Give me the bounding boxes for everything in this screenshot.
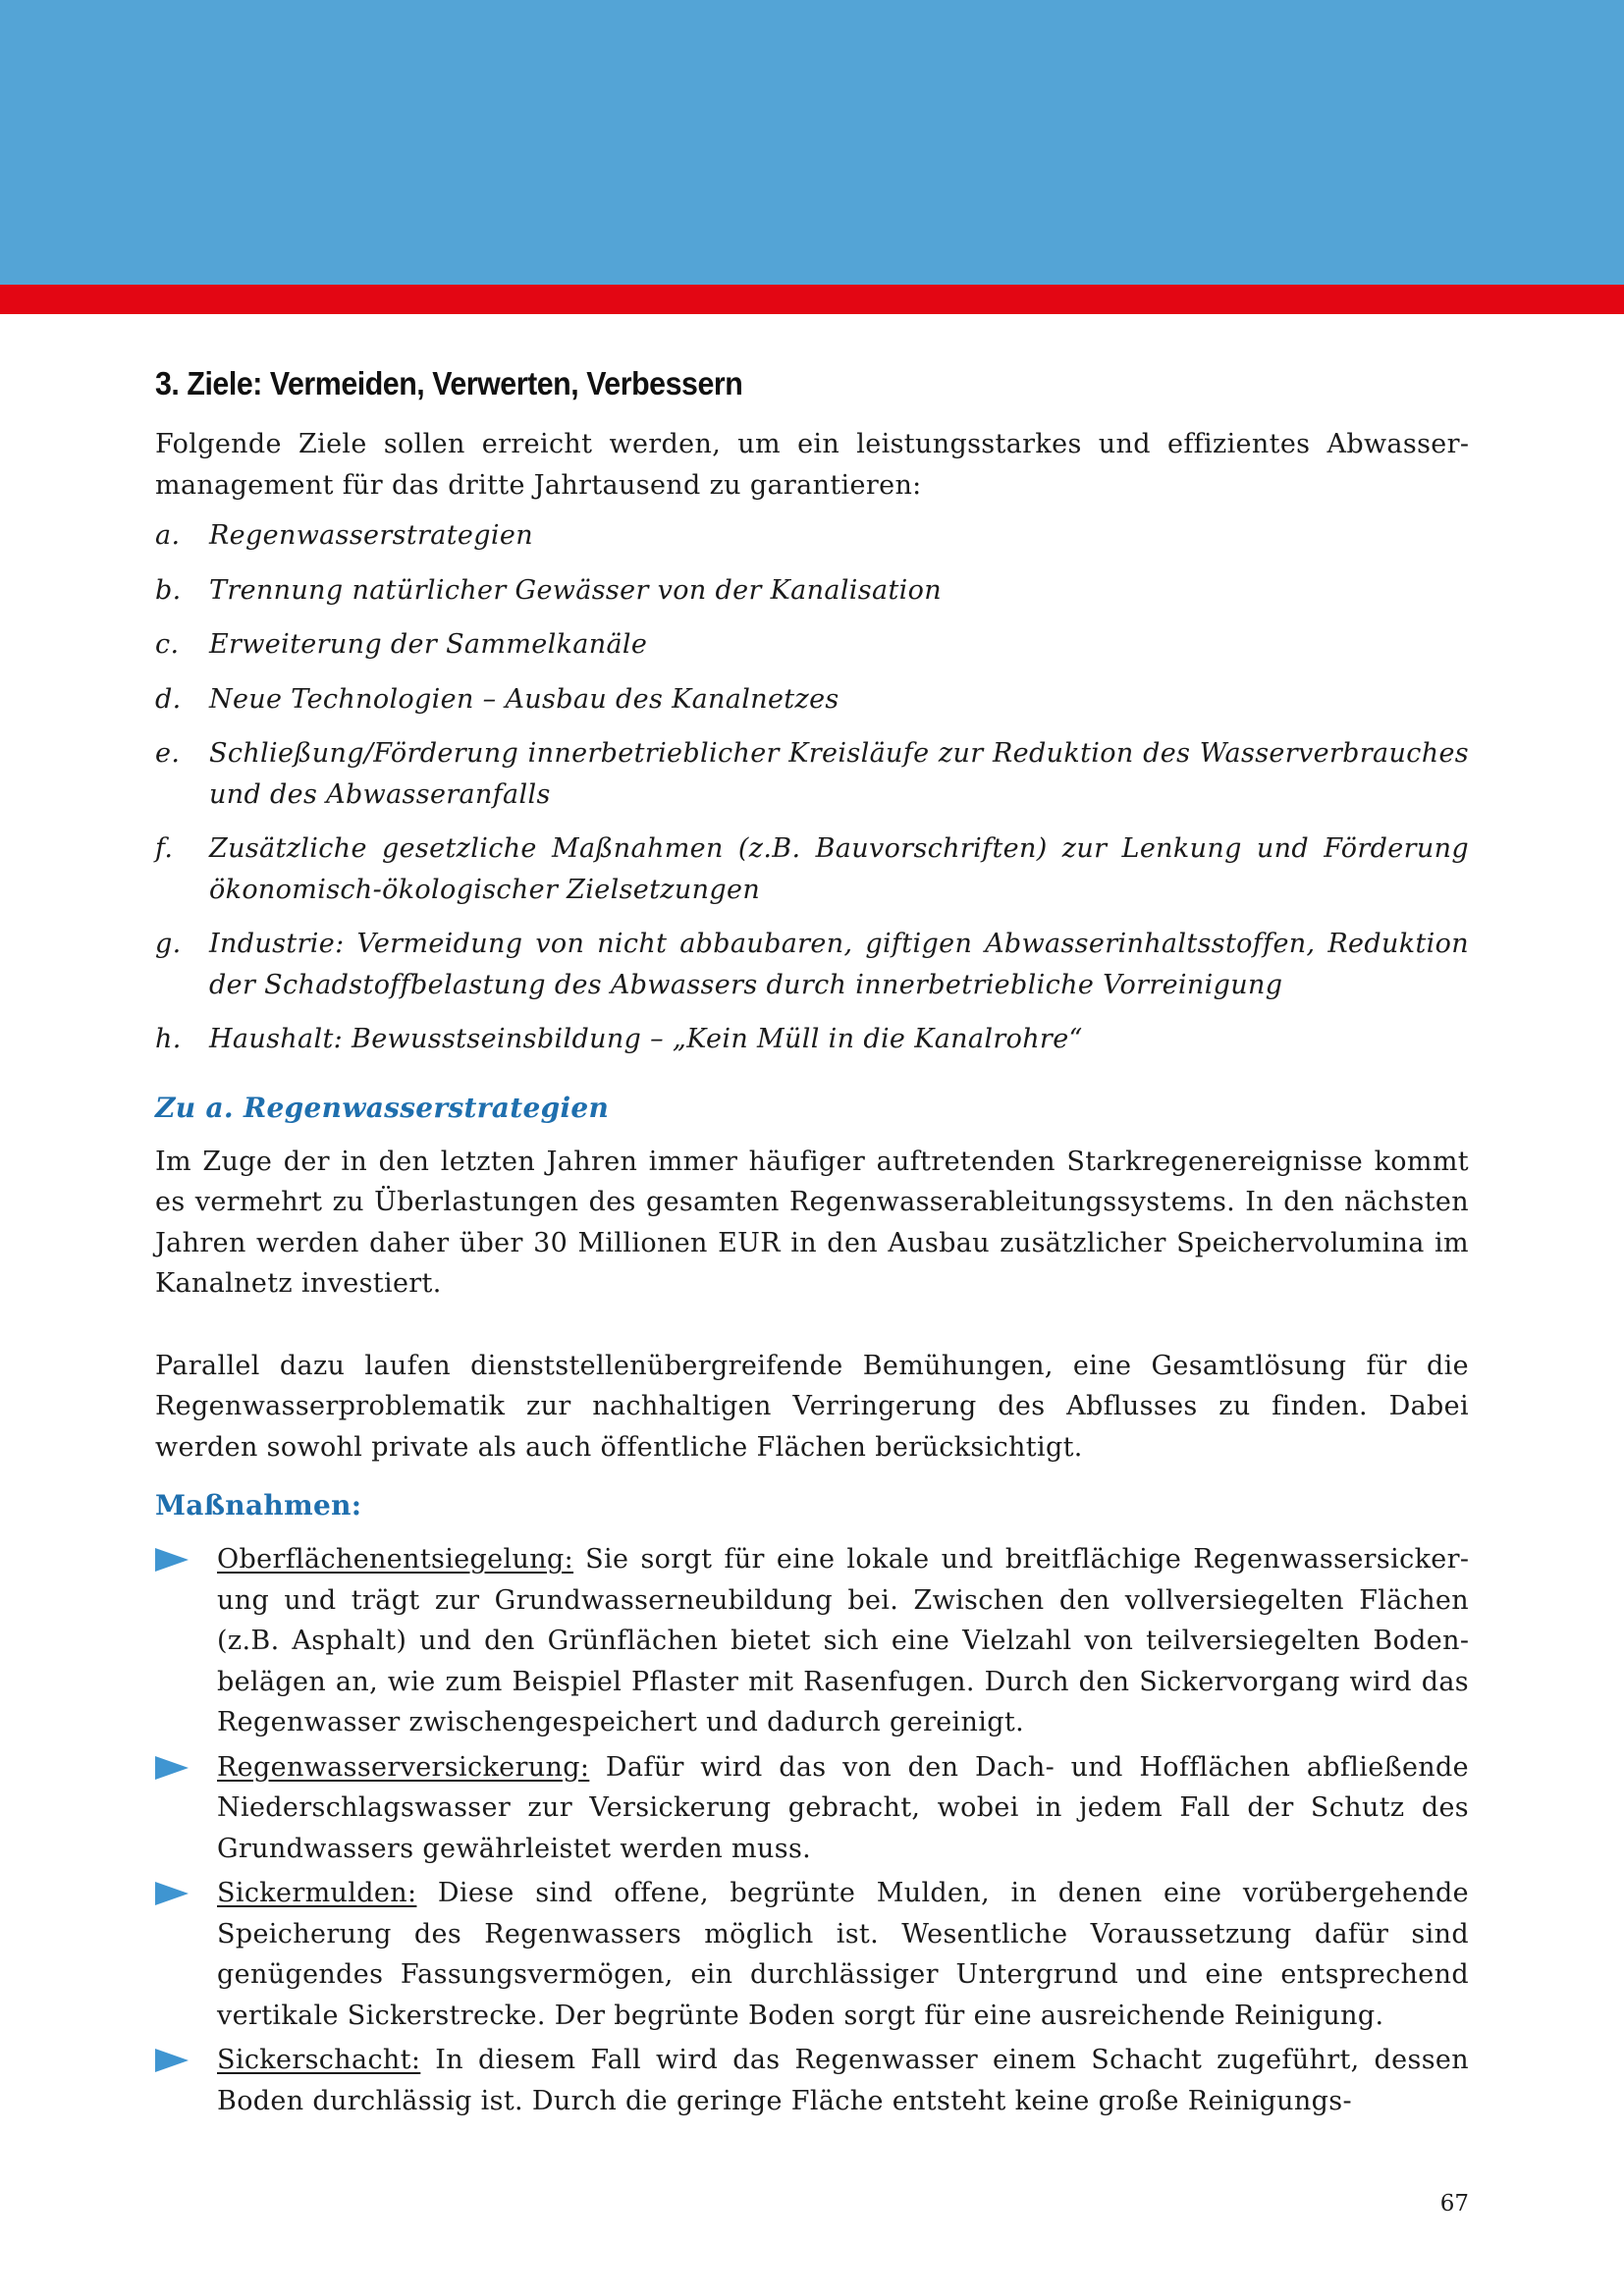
measure-text: Diese sind offene, begrünte Mulden, in denen eine vorübergehende Speicherung des Regenwassers möglich ist. Wesentliche Voraussetzung dafür sind genügendes Fassungsvermögen, ein durchlässiger Untergrund und eine entsprechend vertikale Sickerstrecke. Der begrünte Boden sorgt für eine ausreichende Reinigung. <box>217 1878 1469 2031</box>
list-text: Erweiterung der Sammelkanäle <box>209 629 648 660</box>
list-text: Regenwasserstrategien <box>209 520 533 551</box>
measures-heading: Maßnahmen: <box>155 1489 362 1522</box>
list-item <box>155 515 1469 557</box>
list-text: Industrie: Vermeidung von nicht abbaubaren, giftigen Abwasserinhaltsstoffen, Reduktion der Schadstoffbelastung des Abwassers durch innerbetriebliche Vorreinigung <box>209 929 1469 1000</box>
measure-term: Oberflächenentsiegelung: <box>217 1544 574 1575</box>
list-text: Zusätzliche gesetzliche Maßnahmen (z.B. Bauvorschriften) zur Lenkung und Förderung ökonomisch-ökologischer Zielsetzungen <box>209 833 1469 905</box>
list-item <box>155 1019 1469 1060</box>
list-text: Haushalt: Bewusstseinsbildung – „Kein Müll in die Kanalrohre“ <box>209 1024 1083 1054</box>
list-text: Neue Technologien – Ausbau des Kanalnetzes <box>209 683 839 715</box>
rain-paragraph-1: Im Zuge der in den letzten Jahren immer häufiger auftretenden Starkregenereignisse kommt es vermehrt zu Überlastungen des gesamten Regenwasserableitungssystems. In den nächsten Jahren werden daher über 30 Millionen EUR in den Ausbau zusätzlicher Speichervolumina im Kanalnetz investiert. <box>155 1146 1469 1299</box>
list-item <box>155 2040 1469 2121</box>
header-red-stripe <box>0 285 1624 314</box>
triangle-bullet-icon <box>155 1548 189 1572</box>
goals-list <box>155 515 1469 1060</box>
measures-list <box>155 1539 1469 2121</box>
subsection-title: Zu a. Regenwasserstrategien <box>155 1091 610 1124</box>
measure-term: Regenwasserversickerung: <box>217 1751 590 1783</box>
list-item <box>155 1539 1469 1743</box>
list-text: Schließung/Förderung innerbetrieblicher Kreisläufe zur Reduktion des Wasserverbrauches und des Abwasseranfalls <box>209 738 1469 810</box>
list-letter: g. <box>155 929 182 959</box>
list-item <box>155 1873 1469 2036</box>
triangle-bullet-icon <box>155 1882 189 1905</box>
measure-term: Sickermulden: <box>217 1878 417 1908</box>
list-item <box>155 924 1469 1005</box>
header-blue-band <box>0 0 1624 285</box>
measure-text: Sie sorgt für eine lokale und breitflächige Regenwassersickerung und trägt zur Grundwasserneubildung bei. Zwischen den vollversiegelten Flächen (z.B. Asphalt) und den Grünflächen bietet sich eine Vielzahl von teilversiegelten Bodenbelägen an, wie zum Beispiel Pflaster mit Rasenfugen. Durch den Sickervorgang wird das Regenwasser zwischengespeichert und dadurch gereinigt. <box>217 1544 1469 1737</box>
list-item <box>155 733 1469 815</box>
triangle-bullet-icon <box>155 2049 189 2072</box>
triangle-bullet-icon <box>155 1756 189 1780</box>
list-letter: d. <box>155 683 182 715</box>
list-letter: a. <box>155 520 181 551</box>
section-title: 3. Ziele: Vermeiden, Verwerten, Verbessern <box>155 365 743 401</box>
list-letter: f. <box>155 833 174 864</box>
paragraph-spacer <box>155 1305 1469 1346</box>
measure-term: Sickerschacht: <box>217 2045 421 2075</box>
page-number: 67 <box>1439 2191 1469 2216</box>
list-item <box>155 1747 1469 1870</box>
list-letter: h. <box>155 1024 182 1054</box>
page-content <box>155 365 1469 2125</box>
list-letter: c. <box>155 629 180 660</box>
list-item <box>155 570 1469 612</box>
measure-text: In diesem Fall wird das Regenwasser einem Schacht zugeführt, dessen Boden durchlässig ist. Durch die geringe Fläche entsteht keine große Reinigungs- <box>217 2045 1469 2116</box>
list-letter: e. <box>155 738 181 769</box>
rain-paragraph-2: Parallel dazu laufen dienststellenübergreifende Bemühungen, eine Gesamtlösung für die Regenwasserproblematik zur nachhaltigen Verringerung des Abflusses zu finden. Dabei werden sowohl private als auch öffentliche Flächen berücksichtigt. <box>155 1350 1469 1463</box>
measure-text: Dafür wird das von den Dach- und Hofflächen abfließende Niederschlagswasser zur Versickerung gebracht, wobei in jedem Fall der Schutz des Grundwassers gewährleistet werden muss. <box>217 1751 1469 1864</box>
intro-paragraph: Folgende Ziele sollen erreicht werden, um ein leistungsstarkes und effizientes Abwassermanagement für das dritte Jahrtausend zu garantieren: <box>155 429 1469 501</box>
list-item <box>155 624 1469 666</box>
list-letter: b. <box>155 574 182 606</box>
list-item <box>155 828 1469 910</box>
list-item <box>155 679 1469 721</box>
list-text: Trennung natürlicher Gewässer von der Kanalisation <box>209 574 942 606</box>
